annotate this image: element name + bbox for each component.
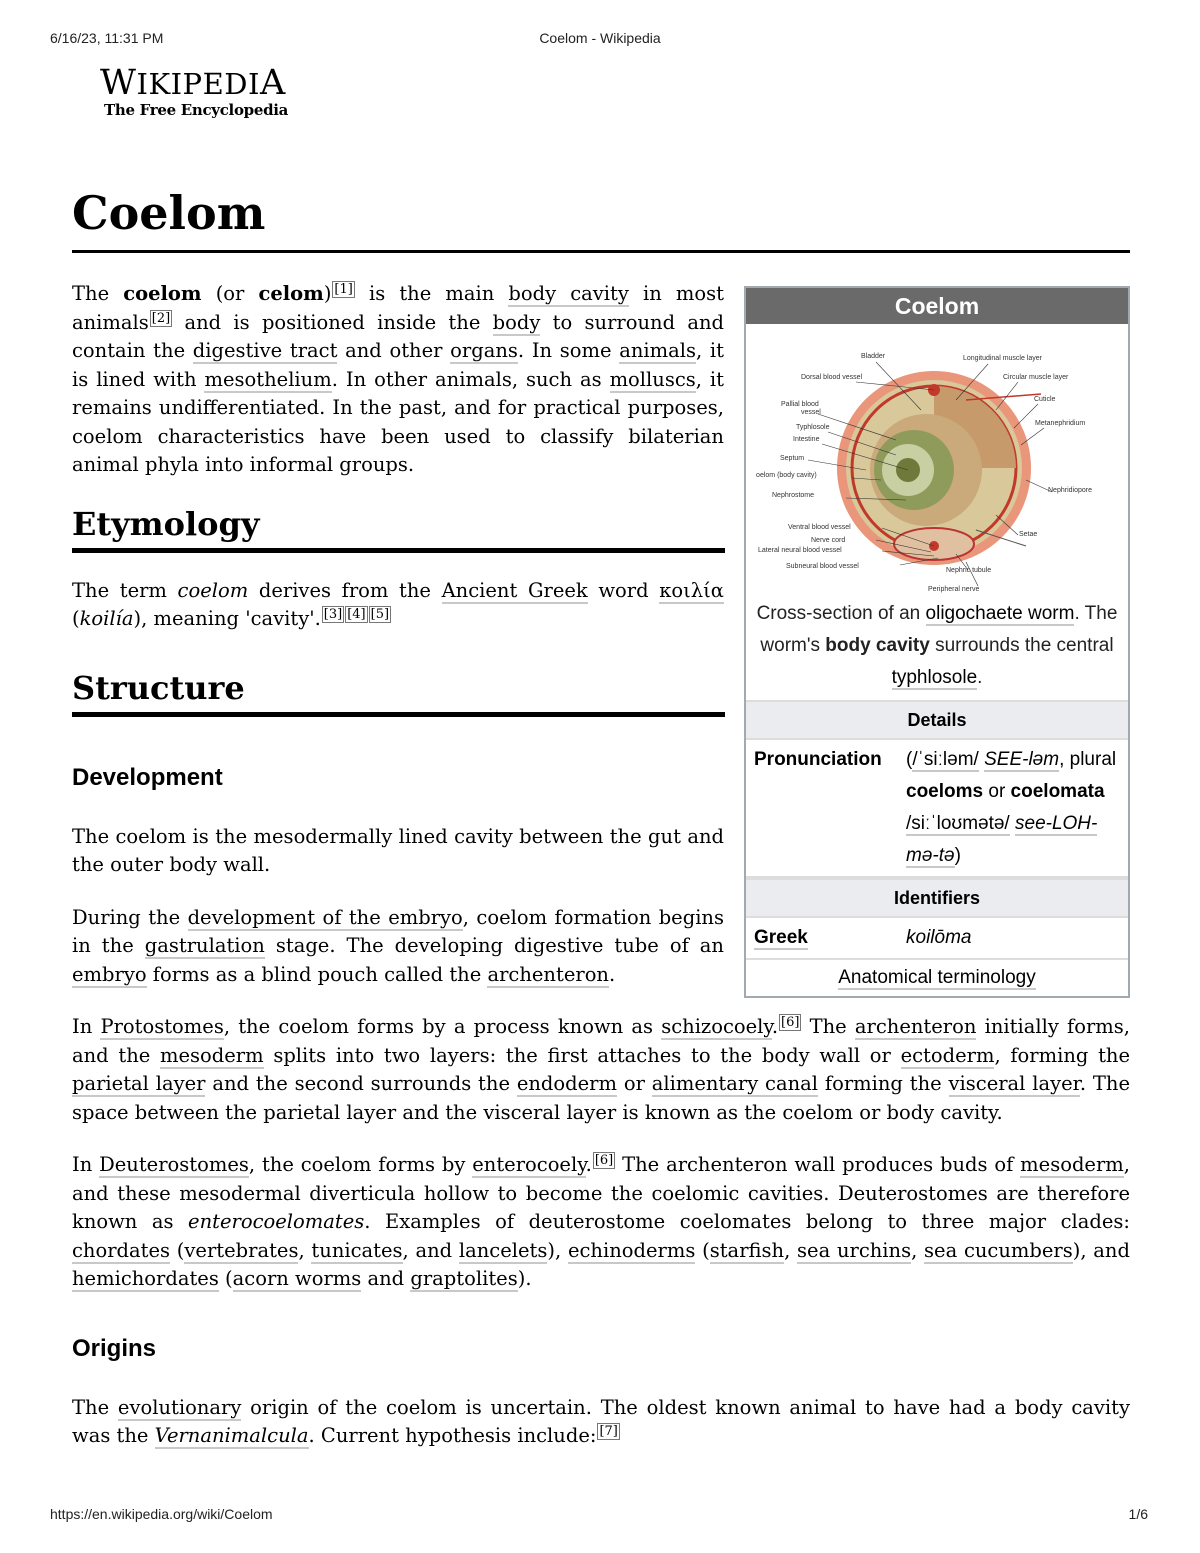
- infobox: [744, 286, 1130, 998]
- diagram-label-vessel: vessel: [801, 409, 821, 416]
- link-ancient-greek[interactable]: Ancient Greek: [441, 578, 588, 602]
- link-mesothelium[interactable]: mesothelium: [204, 367, 332, 391]
- infobox-details-heading: Details: [746, 700, 1128, 740]
- link-evolutionary[interactable]: evolutionary: [117, 1395, 242, 1419]
- diagram-label-bladder: Bladder: [861, 353, 886, 360]
- ref-5[interactable]: [5]: [370, 607, 390, 622]
- link-tunicates[interactable]: tunicates: [311, 1238, 403, 1262]
- diagram-label-cuticle: Cuticle: [1034, 396, 1056, 403]
- link-development-of-the-embryo[interactable]: development of the embryo: [187, 905, 463, 929]
- link-lancelets[interactable]: lancelets: [458, 1238, 548, 1262]
- link-body[interactable]: body: [492, 310, 541, 334]
- link-mesoderm[interactable]: mesoderm: [160, 1043, 264, 1067]
- link-vertebrates[interactable]: vertebrates: [184, 1238, 299, 1262]
- diagram-label-nephridiopore: Nephridiopore: [1048, 487, 1092, 494]
- link-starfish[interactable]: starfish: [709, 1238, 785, 1262]
- link-body-cavity[interactable]: body cavity: [508, 282, 629, 305]
- etymology-paragraph: The term coelom derives from the Ancient Greek word κοιλία (koilía), meaning 'cavity'. [3] [4] [5]: [72, 578, 724, 630]
- link-visceral-layer[interactable]: visceral layer: [948, 1072, 1080, 1095]
- diagram-label-coelom: Coelom (body cavity): [756, 472, 817, 479]
- subsection-development-heading: Development: [72, 763, 223, 791]
- pronunciation-label: Pronunciation: [754, 749, 882, 770]
- link-molluscs[interactable]: molluscs: [609, 367, 696, 391]
- diagram-label-dorsal: Dorsal blood vessel: [801, 374, 863, 381]
- link-acorn-worms[interactable]: acorn worms: [232, 1267, 362, 1290]
- link-endoderm[interactable]: endoderm: [516, 1072, 617, 1095]
- print-title: Coelom - Wikipedia: [539, 30, 661, 46]
- link-animals[interactable]: animals: [619, 339, 697, 362]
- link-koilia[interactable]: κοιλία: [659, 578, 724, 602]
- link-enterocoely[interactable]: enterocoely: [472, 1153, 586, 1176]
- development-paragraph-4: In Deuterostomes, the coelom forms by enterocoely. [6] The archenteron wall produces buds of mesoderm, and these mesodermal diverticula hollow to become the coelomic cavities. Deuterostomes are therefore known as enterocoelomates. Examples of deuterostome coelomates belong to three major clades: chordates (vertebrates, tunicates, and lancelets), echinoderms (starfish, sea urchins, sea cucumbers), and hemichordates (acorn worms and graptolites).: [72, 1153, 1130, 1290]
- ref-4[interactable]: [4]: [347, 607, 366, 622]
- page-title: Coelom: [72, 186, 266, 240]
- ref-3[interactable]: [3]: [323, 607, 343, 622]
- ref-1[interactable]: [1]: [334, 282, 353, 297]
- diagram-label-setae: Setae: [1019, 531, 1038, 538]
- diagram-label-circular: Circular muscle layer: [1003, 374, 1069, 381]
- diagram-label-subneural: Subneural blood vessel: [786, 563, 859, 570]
- diagram-label-nephrostome: Nephrostome: [772, 492, 815, 499]
- link-sea-urchins[interactable]: sea urchins: [797, 1238, 912, 1262]
- development-paragraph-3: In Protostomes, the coelom forms by a process known as schizocoely. [6] The archenteron initially forms, and the mesoderm splits into two layers: the first attaches to the body wall or ectoderm, forming the parietal layer and the second surrounds the endoderm or alimentary canal forming the visceral layer. The space between the parietal layer and the visceral layer is known as the coelom or body cavity.: [72, 1015, 1131, 1124]
- link-deuterostomes[interactable]: Deuterostomes: [99, 1153, 249, 1176]
- infobox-row-greek: [746, 918, 1128, 960]
- link-protostomes[interactable]: Protostomes: [100, 1015, 224, 1038]
- link-parietal-layer[interactable]: parietal layer: [72, 1072, 206, 1095]
- ref-7[interactable]: [7]: [599, 1424, 618, 1439]
- logo-tagline: The Free Encyclopedia: [104, 101, 289, 119]
- link-anatomical-terminology[interactable]: Anatomical terminology: [838, 967, 1036, 988]
- diagram-label-ventral: Ventral blood vessel: [788, 524, 851, 531]
- diagram-label-typhlosole: Typhlosole: [796, 424, 830, 431]
- link-organs[interactable]: organs: [450, 339, 518, 362]
- infobox-title: Coelom: [746, 288, 1128, 324]
- link-digestive-tract[interactable]: digestive tract: [192, 339, 338, 362]
- subsection-origins-heading: Origins: [72, 1334, 157, 1362]
- link-archenteron-2[interactable]: archenteron: [854, 1015, 977, 1038]
- article-content: [72, 280, 1130, 1475]
- link-gastrulation[interactable]: gastrulation: [144, 934, 265, 957]
- link-ectoderm[interactable]: ectoderm: [900, 1043, 995, 1067]
- diagram-label-longitudinal: Longitudinal muscle layer: [963, 355, 1042, 362]
- link-sea-cucumbers[interactable]: sea cucumbers: [924, 1238, 1073, 1262]
- infobox-row-pronunciation: [746, 740, 1128, 878]
- infobox-identifiers-heading: Identifiers: [746, 878, 1128, 918]
- diagram-label-intestine: Intestine: [793, 436, 820, 443]
- section-structure-heading: Structure: [72, 668, 725, 717]
- link-oligochaete[interactable]: oligochaete worm: [925, 603, 1075, 624]
- link-greek[interactable]: Greek: [754, 927, 808, 948]
- diagram-label-nephric: Nephric tubule: [946, 567, 992, 574]
- pronunciation-value: (/ˈsiːləm/ SEE-ləm, plural coeloms or coelomata /siːˈloʊmətə/ see-LOH-mə-tə): [906, 749, 1117, 866]
- link-vernanimalcula[interactable]: Vernanimalcula: [154, 1424, 309, 1447]
- infobox-caption: Cross-section of an oligochaete worm. The worm's body cavity surrounds the central typhlosole.: [756, 603, 1118, 688]
- diagram-label-metanephridium: Metanephridium: [1035, 420, 1086, 427]
- link-respelling-plural[interactable]: see-LOH-mə-tə: [906, 813, 1098, 866]
- link-hemichordates[interactable]: hemichordates: [72, 1267, 219, 1290]
- diagram-label-lateral: Lateral neural blood vessel: [758, 547, 842, 554]
- link-embryo[interactable]: embryo: [72, 962, 147, 986]
- diagram-label-pallial: Pallial blood: [781, 401, 819, 408]
- link-ipa-singular[interactable]: /ˈsiːləm/: [912, 749, 979, 770]
- diagram-label-peripheral: Peripheral nerve: [928, 586, 980, 593]
- link-archenteron[interactable]: archenteron: [487, 962, 609, 986]
- worm-cross-section-diagram[interactable]: [756, 330, 1118, 596]
- link-typhlosole[interactable]: typhlosole: [891, 667, 978, 688]
- link-alimentary-canal[interactable]: alimentary canal: [651, 1072, 819, 1095]
- ref-6b[interactable]: [6]: [594, 1153, 614, 1168]
- section-etymology-heading: Etymology: [72, 504, 725, 553]
- link-respelling-singular[interactable]: SEE-ləm: [984, 749, 1060, 770]
- greek-value: koilōma: [906, 927, 972, 948]
- ref-6[interactable]: [6]: [781, 1015, 800, 1030]
- origins-paragraph: The evolutionary origin of the coelom is uncertain. The oldest known animal to have had a body cavity was the Vernanimalcula. Current hypothesis include: [7]: [72, 1395, 1131, 1447]
- link-mesoderm-2[interactable]: mesoderm: [1020, 1153, 1124, 1176]
- development-paragraph-1: The coelom is the mesodermally lined cavity between the gut and the outer body wall.: [72, 824, 724, 876]
- development-paragraph-2: During the development of the embryo, coelom formation begins in the gastrulation stage. The developing digestive tube of an embryo forms as a blind pouch called the archenteron.: [72, 905, 725, 986]
- print-header: [0, 30, 1200, 50]
- print-page-number: 1/6: [1128, 1506, 1148, 1522]
- logo-wordmark: WIKIPEDIA: [100, 63, 286, 103]
- title-rule: [72, 250, 1130, 253]
- link-ipa-plural[interactable]: /siːˈloʊmətə/: [906, 813, 1010, 834]
- print-url: https://en.wikipedia.org/wiki/Coelom: [50, 1506, 273, 1522]
- link-schizocoely[interactable]: schizocoely: [661, 1015, 772, 1038]
- link-chordates[interactable]: chordates: [72, 1238, 171, 1262]
- print-date: 6/16/23, 11:31 PM: [50, 30, 164, 46]
- link-echinoderms[interactable]: echinoderms: [567, 1238, 696, 1262]
- diagram-label-septum: Septum: [780, 455, 805, 462]
- ref-2[interactable]: [2]: [151, 310, 171, 326]
- link-graptolites[interactable]: graptolites: [410, 1267, 518, 1290]
- wikipedia-logo[interactable]: [100, 63, 289, 119]
- intro-paragraph: The coelom (or celom) [1] is the main body cavity in most animals [2] and is positioned inside the body to surround and contain the digestive tract and other organs. In some animals, it is lined with mesothelium. In other animals, such as molluscs, it remains undifferentiated. In the past, and for practical purposes, coelom characteristics have been used to classify bilaterian animal phyla into informal groups.: [72, 282, 725, 476]
- diagram-label-nerve-cord: Nerve cord: [811, 537, 846, 544]
